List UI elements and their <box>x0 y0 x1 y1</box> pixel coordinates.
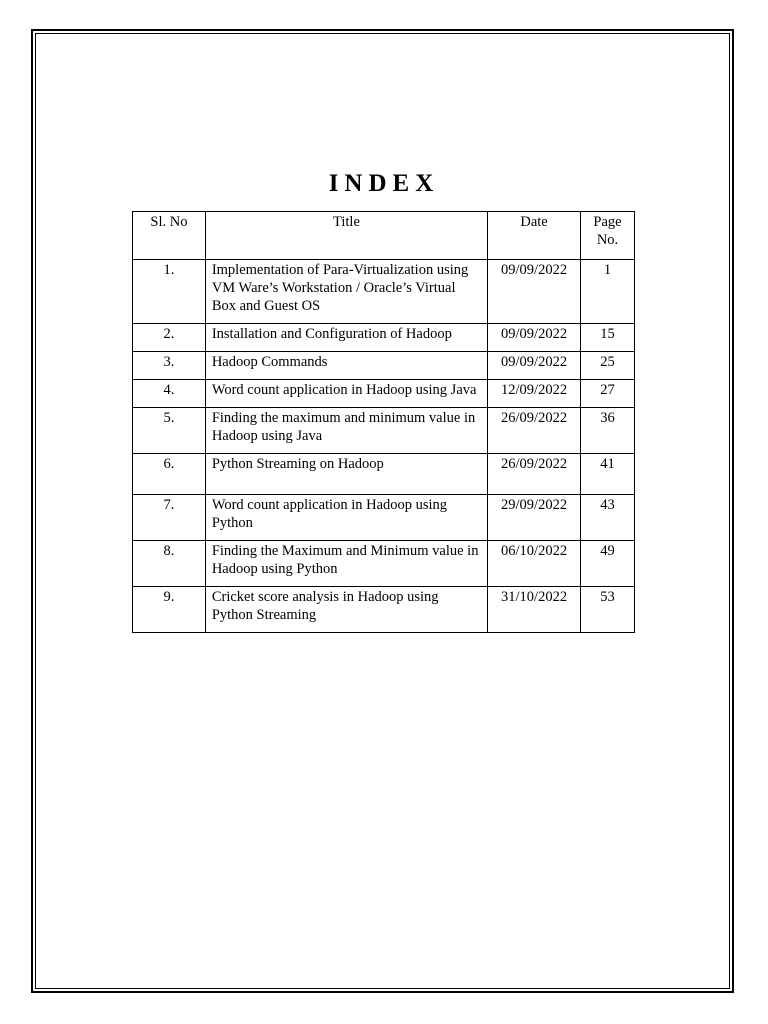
row-sl-no: 2. <box>133 324 206 352</box>
row-sl-no: 1. <box>133 260 206 324</box>
header-date: Date <box>488 212 581 260</box>
row-title: Cricket score analysis in Hadoop using Python Streaming <box>205 587 487 633</box>
row-title: Implementation of Para-Virtualization using VM Ware’s Workstation / Oracle’s Virtual Box and Guest OS <box>205 260 487 324</box>
row-date: 09/09/2022 <box>488 260 581 324</box>
row-title: Python Streaming on Hadoop <box>205 454 487 495</box>
table-row <box>133 408 635 454</box>
row-title: Word count application in Hadoop using Java <box>205 380 487 408</box>
table-row <box>133 352 635 380</box>
row-sl-no: 6. <box>133 454 206 495</box>
header-sl-no: Sl. No <box>133 212 206 260</box>
row-date: 09/09/2022 <box>488 324 581 352</box>
row-page: 15 <box>581 324 635 352</box>
table-row <box>133 380 635 408</box>
table-row <box>133 260 635 324</box>
header-page-no: Page No. <box>581 212 635 260</box>
row-page: 1 <box>581 260 635 324</box>
table-row <box>133 495 635 541</box>
row-date: 26/09/2022 <box>488 454 581 495</box>
table-header-row <box>133 212 635 260</box>
row-date: 29/09/2022 <box>488 495 581 541</box>
table-row <box>133 587 635 633</box>
row-page: 27 <box>581 380 635 408</box>
index-heading: INDEX <box>328 170 440 197</box>
row-date: 26/09/2022 <box>488 408 581 454</box>
row-date: 12/09/2022 <box>488 380 581 408</box>
row-sl-no: 5. <box>133 408 206 454</box>
row-sl-no: 4. <box>133 380 206 408</box>
row-sl-no: 9. <box>133 587 206 633</box>
table-row <box>133 541 635 587</box>
row-title: Finding the maximum and minimum value in Hadoop using Java <box>205 408 487 454</box>
header-title: Title <box>205 212 487 260</box>
row-title: Word count application in Hadoop using Python <box>205 495 487 541</box>
table-row <box>133 324 635 352</box>
row-sl-no: 8. <box>133 541 206 587</box>
row-sl-no: 3. <box>133 352 206 380</box>
row-page: 43 <box>581 495 635 541</box>
row-date: 06/10/2022 <box>488 541 581 587</box>
table-row <box>133 454 635 495</box>
row-sl-no: 7. <box>133 495 206 541</box>
row-page: 49 <box>581 541 635 587</box>
row-date: 31/10/2022 <box>488 587 581 633</box>
row-page: 41 <box>581 454 635 495</box>
row-title: Installation and Configuration of Hadoop <box>205 324 487 352</box>
index-table <box>132 211 635 633</box>
row-date: 09/09/2022 <box>488 352 581 380</box>
row-page: 36 <box>581 408 635 454</box>
row-page: 25 <box>581 352 635 380</box>
row-title: Hadoop Commands <box>205 352 487 380</box>
row-title: Finding the Maximum and Minimum value in Hadoop using Python <box>205 541 487 587</box>
row-page: 53 <box>581 587 635 633</box>
